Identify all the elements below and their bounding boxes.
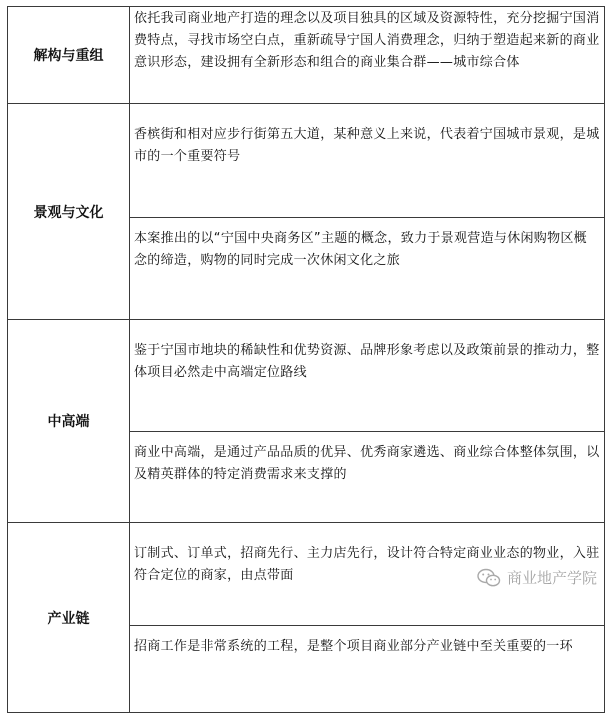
description-cell: 依托我司商业地产打造的理念以及项目独具的区域及资源特性，充分挖掘宁国消费特点，寻找市场空白点，重新疏导宁国人消费理念，归纳于塑造起来新的商业意识形态，建设拥有全新形态和组合的商业集合群——城市综合体 (130, 7, 605, 104)
table-row (8, 7, 605, 104)
description-cell: 订制式、订单式，招商先行、主力店先行，设计符合特定商业业态的物业，入驻符合定位的商家，由点带面 (130, 523, 605, 626)
category-cell: 景观与文化 (8, 104, 130, 320)
description-cell: 商业中高端，是通过产品品质的优异、优秀商家遴选、商业综合体整体氛围，以及精英群体的特定消费需求来支撑的 (130, 432, 605, 523)
description-cell: 本案推出的以“宁国中央商务区”主题的概念，致力于景观营造与休闲购物区概念的缔造，购物的同时完成一次休闲文化之旅 (130, 218, 605, 320)
category-cell: 产业链 (8, 523, 130, 713)
table-row (8, 104, 605, 218)
content-table (7, 6, 605, 713)
wechat-icon (477, 568, 501, 588)
watermark (477, 567, 597, 588)
description-cell: 鉴于宁国市地块的稀缺性和优势资源、品牌形象考虑以及政策前景的推动力，整体项目必然走中高端定位路线 (130, 320, 605, 432)
category-cell: 解构与重组 (8, 7, 130, 104)
table-row (8, 320, 605, 432)
description-cell: 香槟街和相对应步行街第五大道，某种意义上来说，代表着宁国城市景观，是城市的一个重要符号 (130, 104, 605, 218)
category-cell: 中高端 (8, 320, 130, 523)
description-cell: 招商工作是非常系统的工程，是整个项目商业部分产业链中至关重要的一环 (130, 626, 605, 713)
watermark-text: 商业地产学院 (506, 569, 597, 587)
